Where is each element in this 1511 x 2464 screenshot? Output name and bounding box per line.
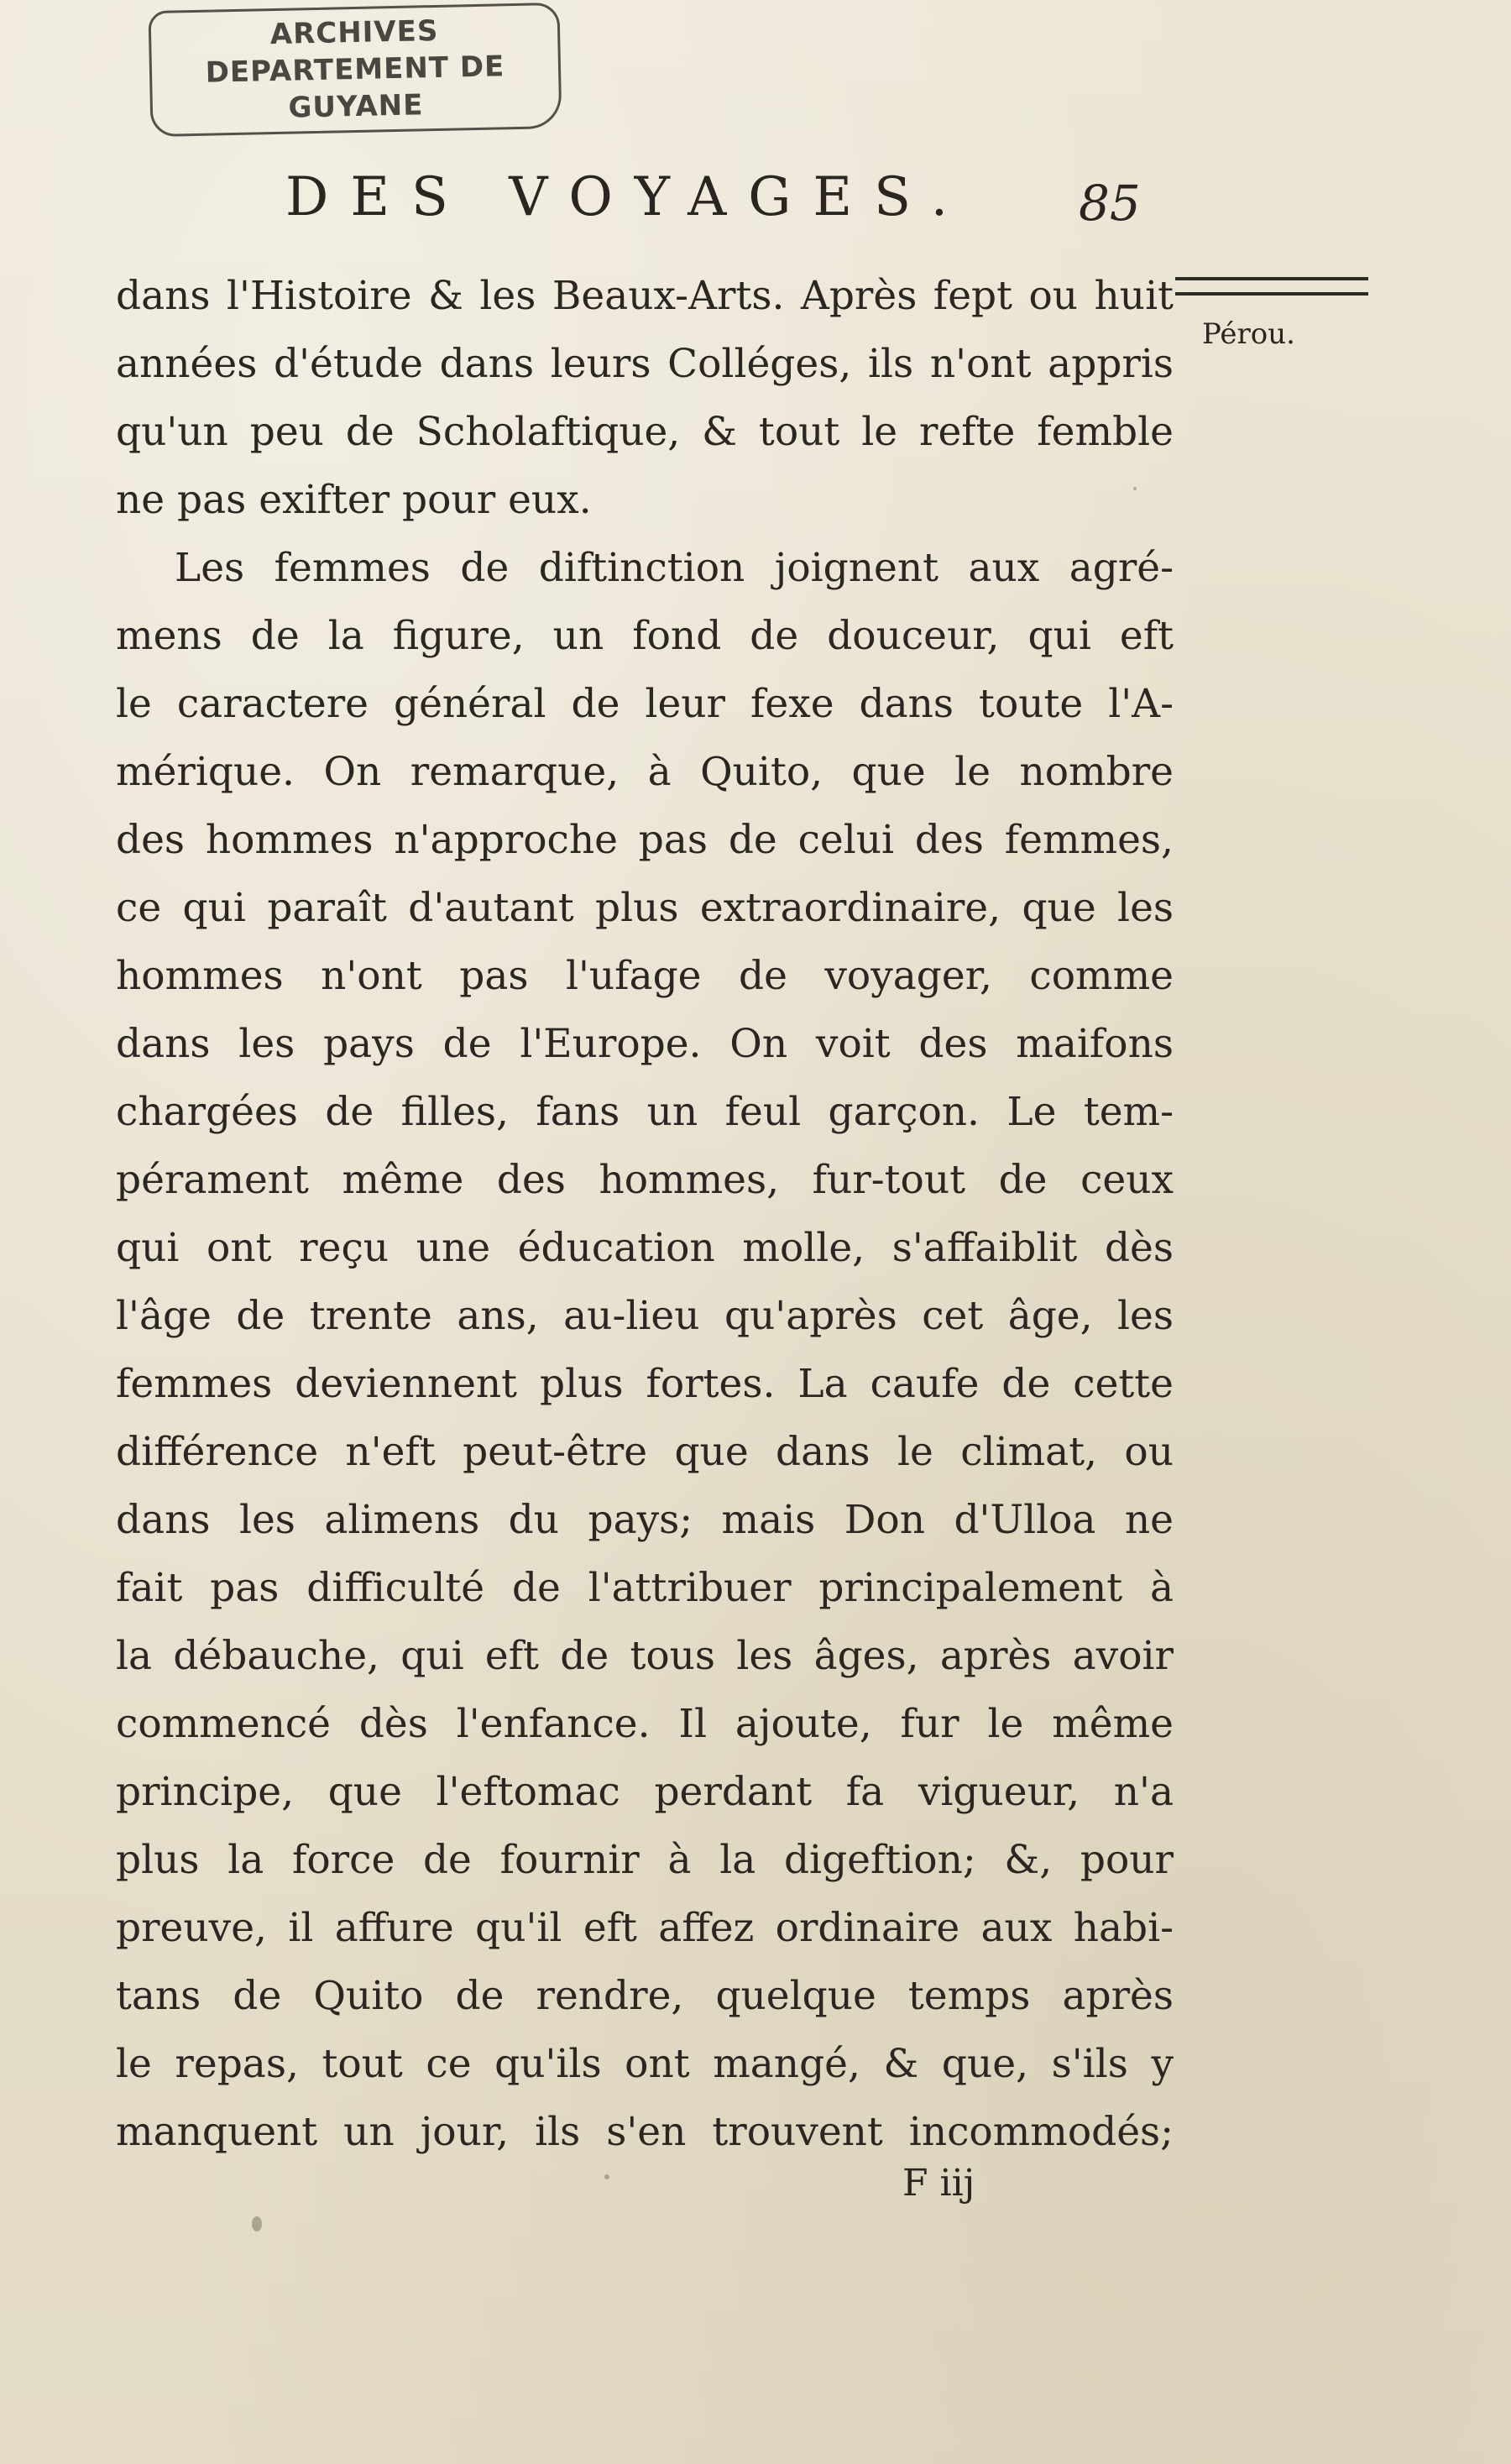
running-title: DES VOYAGES. — [285, 166, 970, 228]
text-line: mens de la figure, un fond de douceur, qui eft — [116, 613, 1174, 659]
paper-speck — [252, 2216, 262, 2231]
text-line: dans l'Histoire & les Beaux-Arts. Après fept ou huit — [116, 273, 1174, 319]
margin-note: Pérou. — [1202, 317, 1295, 351]
text-line: ne pas exifter pour eux. — [116, 477, 592, 523]
text-line: dans les pays de l'Europe. On voit des maifons — [116, 1021, 1174, 1067]
text-line: dans les alimens du pays; mais Don d'Ulloa ne — [116, 1497, 1174, 1543]
text-line: manquent un jour, ils s'en trouvent incommodés; — [116, 2109, 1174, 2155]
archive-stamp — [148, 3, 562, 137]
text-line: plus la force de fournir à la digeftion; &, pour — [116, 1837, 1174, 1883]
stamp-line-3: GUYANE — [288, 88, 424, 125]
stamp-line-2: DEPARTEMENT DE — [205, 50, 505, 90]
text-line: hommes n'ont pas l'ufage de voyager, comme — [116, 953, 1174, 999]
text-line: le caractere général de leur fexe dans toute l'A- — [116, 681, 1174, 727]
text-line: chargées de filles, fans un feul garçon. Le tem- — [116, 1089, 1174, 1135]
text-line: le repas, tout ce qu'ils ont mangé, & que, s'ils y — [116, 2041, 1174, 2087]
paper-speck — [1133, 487, 1137, 490]
stamp-line-1: ARCHIVES — [269, 13, 439, 52]
text-line: fait pas difficulté de l'attribuer principalement à — [116, 1565, 1174, 1611]
text-line: la débauche, qui eft de tous les âges, après avoir — [116, 1633, 1174, 1679]
page-number: 85 — [1079, 175, 1141, 232]
text-line: commencé dès l'enfance. Il ajoute, fur le même — [116, 1701, 1174, 1747]
text-line: années d'étude dans leurs Colléges, ils n'ont appris — [116, 341, 1174, 387]
text-line: qu'un peu de Scholaftique, & tout le refte femble — [116, 409, 1174, 455]
text-line: l'âge de trente ans, au-lieu qu'après cet âge, les — [116, 1293, 1174, 1339]
text-line: femmes deviennent plus fortes. La caufe de cette — [116, 1361, 1174, 1407]
text-line: pérament même des hommes, fur-tout de ceux — [116, 1157, 1174, 1203]
text-line: principe, que l'eftomac perdant fa vigueur, n'a — [116, 1769, 1174, 1815]
body-text — [116, 262, 1174, 2166]
margin-rule — [1175, 277, 1368, 296]
text-line: différence n'eft peut-être que dans le climat, ou — [116, 1429, 1174, 1475]
text-line: preuve, il affure qu'il eft affez ordinaire aux habi- — [116, 1905, 1174, 1951]
text-line: mérique. On remarque, à Quito, que le nombre — [116, 749, 1174, 795]
text-line: ce qui paraît d'autant plus extraordinaire, que les — [116, 885, 1174, 931]
signature-mark: F iij — [902, 2162, 975, 2205]
text-line: des hommes n'approche pas de celui des femmes, — [116, 817, 1174, 863]
paper-speck — [604, 2174, 609, 2179]
text-line: tans de Quito de rendre, quelque temps après — [116, 1973, 1174, 2019]
text-line: Les femmes de diftinction joignent aux agré- — [175, 545, 1174, 591]
text-line: qui ont reçu une éducation molle, s'affaiblit dès — [116, 1225, 1174, 1271]
